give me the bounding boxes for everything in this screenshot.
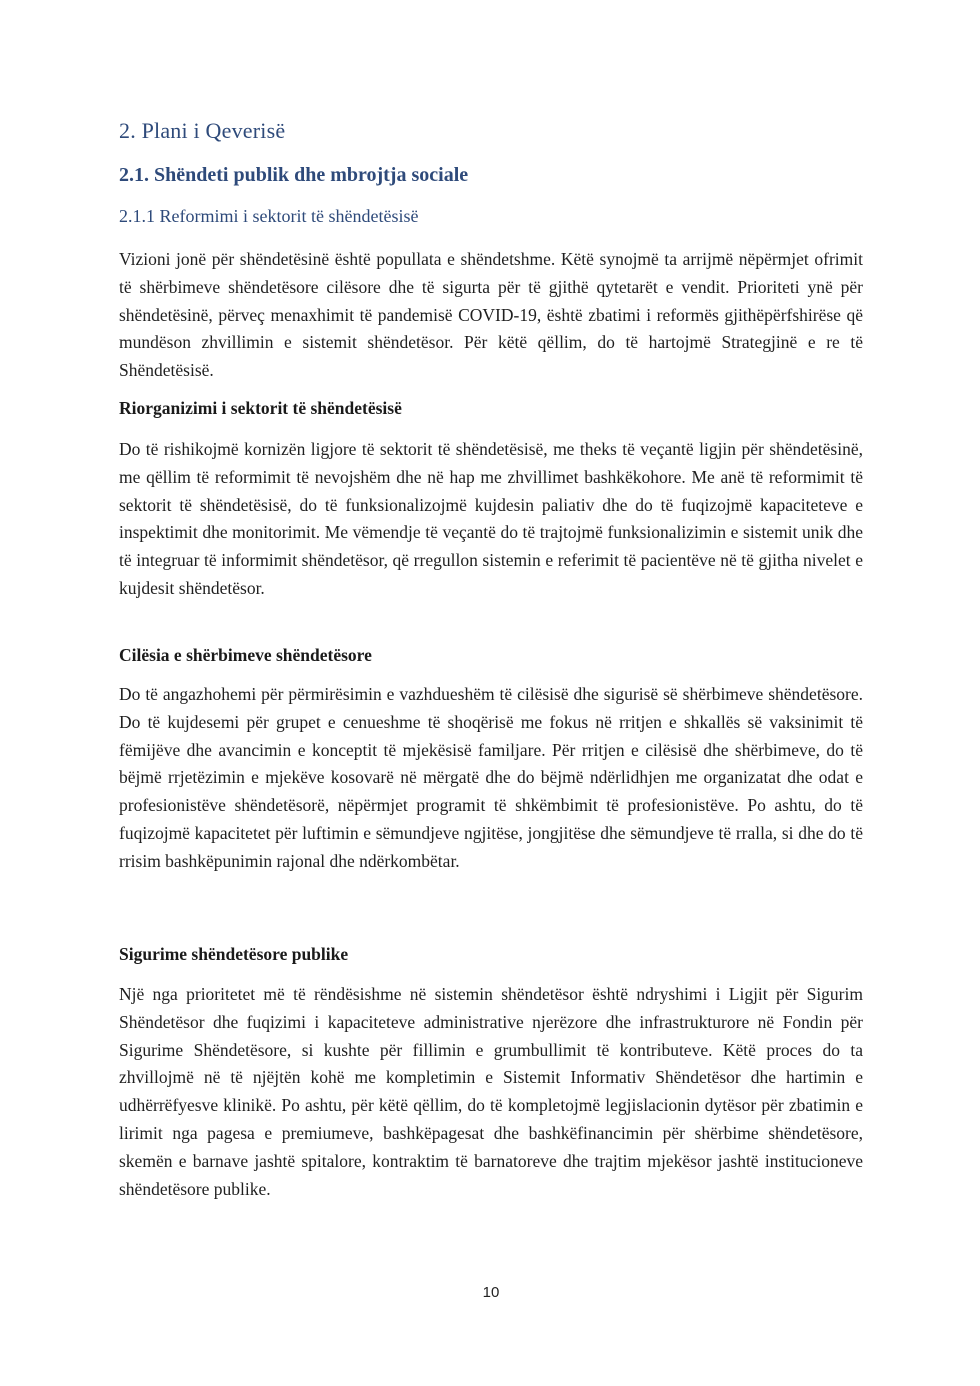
- page-number: 10: [482, 1284, 500, 1301]
- heading-1: 2. Plani i Qeverisë: [119, 118, 286, 143]
- intro-paragraph: Vizioni jonë për shëndetësinë është popullata e shëndetshme. Këtë synojmë ta arrijmë nëpërmjet ofrimit të shërbimeve shëndetësore cilësore dhe të sigurta për të gjithë qytetarët e vendit. Prioriteti ynë për shëndetësinë, përveç menaxhimit të pandemisë COVID-19, është zbatimi i reformës gjithëpërfshirëse që mundëson zhvillimin e sistemit shëndetësor. Për këtë qëllim, do të hartojmë Strategjinë e re të Shëndetësisë.: [119, 249, 863, 381]
- section-paragraph-reorganization: Do të rishikojmë kornizën ligjore të sektorit të shëndetësisë, me theks të veçantë ligjin për shëndetësinë, me qëllim të reformimit të nevojshëm dhe në hap me zhvillimet bashkëkohore. Me anë të reformimit të sektorit të shëndetësisë, do të funksionalizojmë kujdesin paliativ dhe do të fuqizojmë kapaciteteve e inspektimit dhe monitorimit. Me vëmendje të veçantë do të trajtojmë funksionalizimin e sistemit unik dhe të integruar të informimit shëndetësor, që rregullon sistemin e referimit të pacientëve në të gjitha nivelet e kujdesit shëndetësor.: [119, 439, 863, 598]
- section-title-reorganization: Riorganizimi i sektorit të shëndetësisë: [119, 398, 402, 418]
- section-title-quality: Cilësia e shërbimeve shëndetësore: [119, 645, 372, 665]
- section-paragraph-quality: Do të angazhohemi për përmirësimin e vazhdueshëm të cilësisë dhe sigurisë së shërbimeve shëndetësore. Do të kujdesemi për grupet e cenueshme të shoqërisë me fokus në rritjen e shkallës së vaksinimit të fëmijëve dhe avancimin e konceptit të mjekësisë familjare. Për rritjen e cilësisë dhe shërbimeve, do të bëjmë rrjetëzimin e mjekëve kosovarë në mërgatë dhe do bëjmë ndërlidhjen me organizatat dhe odat e profesionistëve shëndetësorë, nëpërmjet programit të shkëmbimit të profesionistëve. Po ashtu, do të fuqizojmë kapacitetet për luftimin e sëmundjeve ngjitëse, jongjitëse dhe sëmundjeve të rralla, si dhe do të rrisim bashkëpunimin rajonal dhe ndërkombëtar.: [119, 684, 863, 871]
- heading-3: 2.1.1 Reformimi i sektorit të shëndetësisë: [119, 206, 419, 226]
- heading-2: 2.1. Shëndeti publik dhe mbrojtja sociale: [119, 164, 469, 186]
- section-paragraph-insurance: Një nga prioritetet më të rëndësishme në sistemin shëndetësor është ndryshimi i Ligjit për Sigurim Shëndetësor dhe fuqizimi i kapaciteteve administrative njerëzore dhe infrastrukturore në Fondin për Sigurime Shëndetësore, si kushte për fillimin e grumbullimit të kontributeve. Këtë proces do ta zhvillojmë në të njëjtën kohë me kompletimin e Sistemit Informativ Shëndetësor dhe hartimin e udhërrëfyesve klinikë. Po ashtu, për këtë qëllim, do të kompletojmë legjislacionin dytësor për zbatimin e lirimit nga pagesa e premiumeve, bashkëpagesat dhe bashkëfinancimin për shërbime shëndetësore, skemën e barnave jashtë spitalore, kontraktim të barnatoreve dhe trajtim mjekësor jashtë institucioneve shëndetësore publike.: [119, 984, 863, 1199]
- section-title-insurance: Sigurime shëndetësore publike: [119, 944, 349, 964]
